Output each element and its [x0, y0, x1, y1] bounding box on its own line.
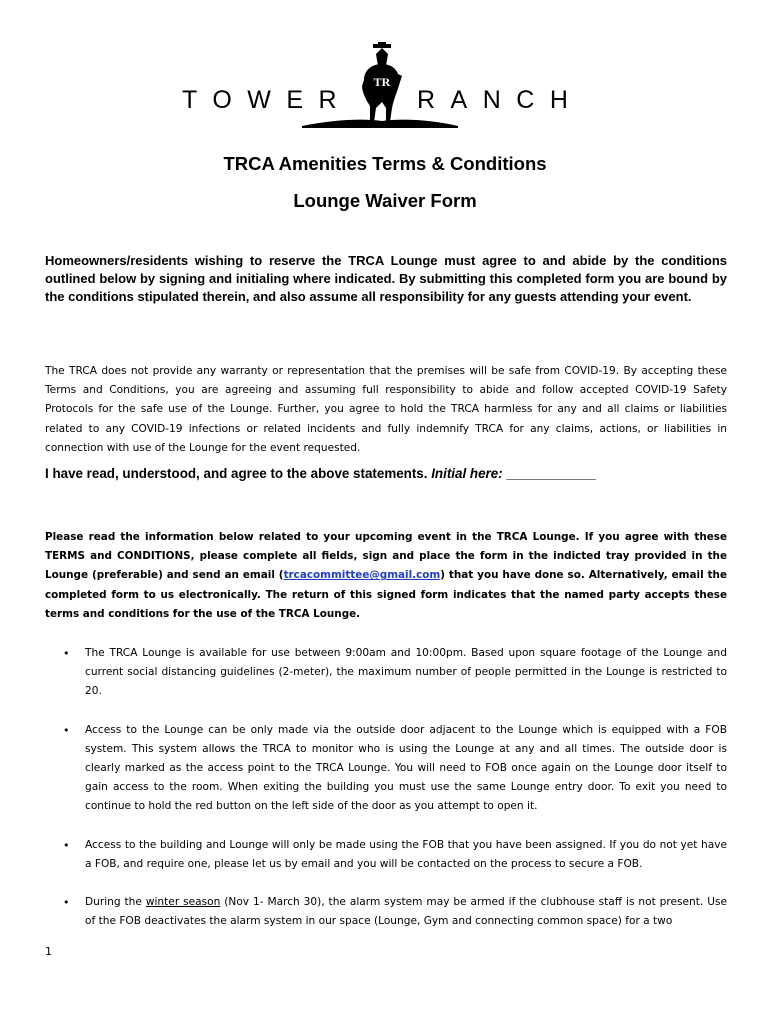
- committee-email-link[interactable]: trcacommittee@gmail.com: [283, 569, 441, 582]
- tower-ranch-logo: [180, 42, 584, 128]
- intro-paragraph: Homeowners/residents wishing to reserve the TRCA Lounge must agree to and abide by the conditions outlined below by signing and initialing where indicated. By submitting this completed form you are bound by the conditions stipulated therein, and also assume all responsibility for any guests attending your event.: [45, 253, 727, 304]
- agreement-text: I have read, understood, and agree to the above statements.: [45, 466, 432, 481]
- agreement-statement: [45, 466, 596, 481]
- instructions-paragraph: [45, 528, 727, 624]
- list-item: [45, 893, 727, 931]
- form-subtitle: Lounge Waiver Form: [293, 190, 477, 211]
- bullet-icon: •: [63, 896, 70, 910]
- term-winter-pre: During the: [85, 896, 146, 909]
- term-winter-post: (Nov 1- March 30), the alarm system may be armed if the clubhouse staff is not present. Use of the FOB deactivates the alarm system in our space (Lounge, Gym and connecting common space) for a two: [85, 896, 727, 928]
- term-winter-season: winter season: [145, 896, 221, 909]
- term-access-door: Access to the Lounge can be only made via the outside door adjacent to the Lounge which is equipped with a FOB system. This system allows the TRCA to monitor who is using the Lounge at any and all times. The outside door is clearly marked as the access point to the TRCA Lounge. You will need to FOB once again on the Lounge door itself to gain access to the room. When exiting the building you must use the same Lounge entry door. To exit you need to continue to hold the red button on the left side of the door as you attempt to open it.: [85, 723, 727, 813]
- instructions-text-2: ) that you have done so. Alternatively, email the completed form to us electronically. The return of this signed form indicates that the named party accepts these terms and conditions for the use of the TRCA Lounge.: [45, 569, 727, 620]
- initial-label: Initial here:: [431, 466, 503, 481]
- form-main-title: TRCA Amenities Terms & Conditions: [223, 153, 547, 174]
- list-item: [45, 644, 727, 702]
- bullet-icon: •: [63, 647, 70, 660]
- logo-word-ranch: RANCH: [417, 86, 584, 114]
- list-item: [45, 836, 727, 874]
- bullet-icon: •: [63, 838, 70, 852]
- covid-waiver-paragraph: The TRCA does not provide any warranty or representation that the premises will be safe from COVID-19. By accepting these Terms and Conditions, you are agreeing and assuming full responsibility to abide and follow accepted COVID-19 Safety Protocols for the safe use of the Lounge. Further, you agree to hold the TRCA harmless for any and all claims or liabilities related to any COVID-19 infections or related incidents and fully indemnify TRCA for any claims, actions, or liabilities in connection with use of the Lounge for the event requested.: [45, 365, 727, 454]
- horse-rider-icon: [302, 42, 458, 128]
- list-item: [45, 721, 727, 817]
- logo-word-tower: TOWER: [182, 86, 353, 114]
- term-hours-capacity: The TRCA Lounge is available for use between 9:00am and 10:00pm. Based upon square footage of the Lounge and current social distancing guidelines (2-meter), the maximum number of people permitted in the Lounge is restricted to 20.: [85, 647, 727, 698]
- instructions-text-1: Please read the information below related to your upcoming event in the TRCA Lounge. If you agree with these TERMS and CONDITIONS, please complete all fields, sign and place the form in the indicted tray provided in the Lounge (preferable) and send an email (: [45, 531, 727, 582]
- brand-mark: TR: [373, 75, 391, 89]
- page-number: 1: [45, 945, 52, 958]
- bullet-icon: •: [63, 723, 70, 737]
- term-fob-access: Access to the building and Lounge will only be made using the FOB that you have been assigned. If you do not yet have a FOB, and require one, please let us by email and you will be contacted on the process to secure a FOB.: [85, 838, 727, 870]
- initial-field[interactable]: ____________: [502, 466, 596, 481]
- terms-list: [45, 644, 727, 931]
